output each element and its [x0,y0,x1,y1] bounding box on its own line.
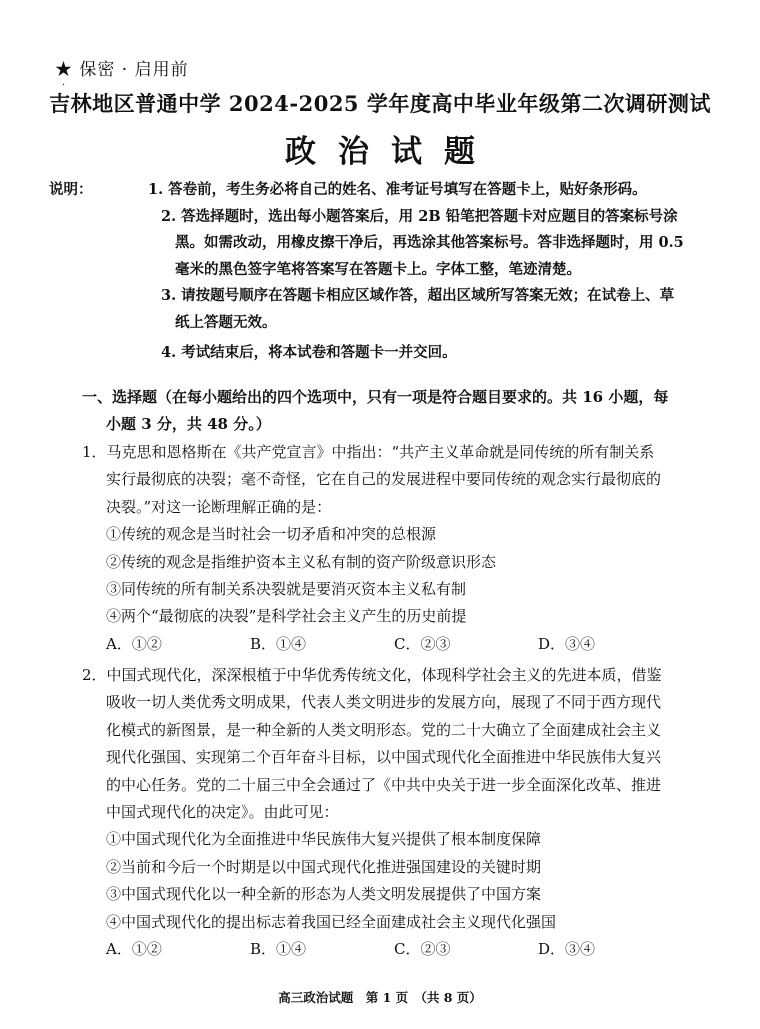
question-stem-line: 1．马克思和恩格斯在《共产党宣言》中指出：“共产主义革命就是同传统的所有制关系 [82,443,655,461]
instruction-item: 3. 请按题号顺序在答题卡相应区域作答，超出区域所写答案无效；在试卷上、草纸上答题无效。 [161,287,675,331]
instructions [49,177,687,367]
statement: ①传统的观念是当时社会一切矛盾和冲突的总根源 [106,525,437,544]
choice-c: C．②③ [394,940,451,959]
choice-d: D．③④ [538,940,596,959]
choice-a: A．①② [106,940,162,959]
instruction-item: 2. 答选择题时，选出每小题答案后，用 2B 铅笔把答题卡对应题目的答案标号涂黑。如需改动，用橡皮擦干净后，再选涂其他答案标号。答非选择题时，用 0.5 毫米的黑色签字笔将答案写在答题卡上。字体工整，笔迹清楚。 [161,207,684,278]
question-1 [82,439,682,658]
instruction-item: 4. 考试结束后，将本试卷和答题卡一并交回。 [161,344,457,361]
section-heading-line: 一、选择题（在每小题给出的四个选项中，只有一项是符合题目要求的。共 16 小题，每 [82,388,669,406]
answer-choices [82,936,682,963]
question-2 [82,662,682,963]
question-stem-line: 实行最彻底的决裂；毫不奇怪，它在自己的发展进程中要同传统的观念实行最彻底的 [106,470,662,489]
question-stem-line: 吸收一切人类优秀文明成果，代表人类文明进步的发展方向，展现了不同于西方现代 [106,693,662,712]
exam-title: 吉林地区普通中学 2024-2025 学年度高中毕业年级第二次调研测试 [49,91,711,116]
header-dot: · [62,80,66,91]
instructions-label: 说明： [49,181,93,198]
statement: ④两个“最彻底的决裂”是科学社会主义产生的历史前提 [106,607,467,626]
statement: ④中国式现代化的提出标志着我国已经全面建成社会主义现代化强国 [106,912,557,931]
confidential-mark: ★ 保密 · 启用前 [55,60,189,80]
question-stem-line: 决裂。”对这一论断理解正确的是： [106,497,332,516]
choice-c: C．②③ [394,634,451,653]
statement: ②传统的观念是指维护资本主义私有制的资产阶级意识形态 [106,552,497,571]
instruction-item: 1. 答卷前，考生务必将自己的姓名、准考证号填写在答题卡上，贴好条形码。 [148,181,647,198]
question-stem-line: 的中心任务。党的二十届三中全会通过了《中共中央关于进一步全面深化改革、推进 [106,775,662,794]
section-heading-line: 小题 3 分，共 48 分。） [106,415,271,433]
choice-b: B．①④ [250,634,307,653]
statement: ②当前和今后一个时期是以中国式现代化推进强国建设的关键时期 [106,857,542,876]
statement: ①中国式现代化为全面推进中华民族伟大复兴提供了根本制度保障 [106,830,542,849]
answer-choices [82,631,682,658]
statement: ③中国式现代化以一种全新的形态为人类文明发展提供了中国方案 [106,885,542,904]
choice-a: A．①② [106,634,162,653]
choice-d: D．③④ [538,634,596,653]
section-heading [82,384,682,438]
question-stem-line: 2．中国式现代化，深深根植于中华优秀传统文化，体现科学社会主义的先进本质，借鉴 [82,666,662,684]
question-stem-line: 中国式现代化的决定》。由此可见： [106,803,339,822]
question-stem-line: 现代化强国、实现第二个百年奋斗目标，以中国式现代化全面推进中华民族伟大复兴 [106,748,662,767]
page-footer: 高三政治试题 第 1 页 （共 8 页） [278,990,482,1005]
choice-b: B．①④ [250,940,307,959]
question-stem-line: 化模式的新图景，是一种全新的人类文明形态。党的二十大确立了全面建成社会主义 [106,720,662,739]
subject-title: 政治试题 [285,134,497,170]
statement: ③同传统的所有制关系决裂就是要消灭资本主义私有制 [106,580,467,599]
